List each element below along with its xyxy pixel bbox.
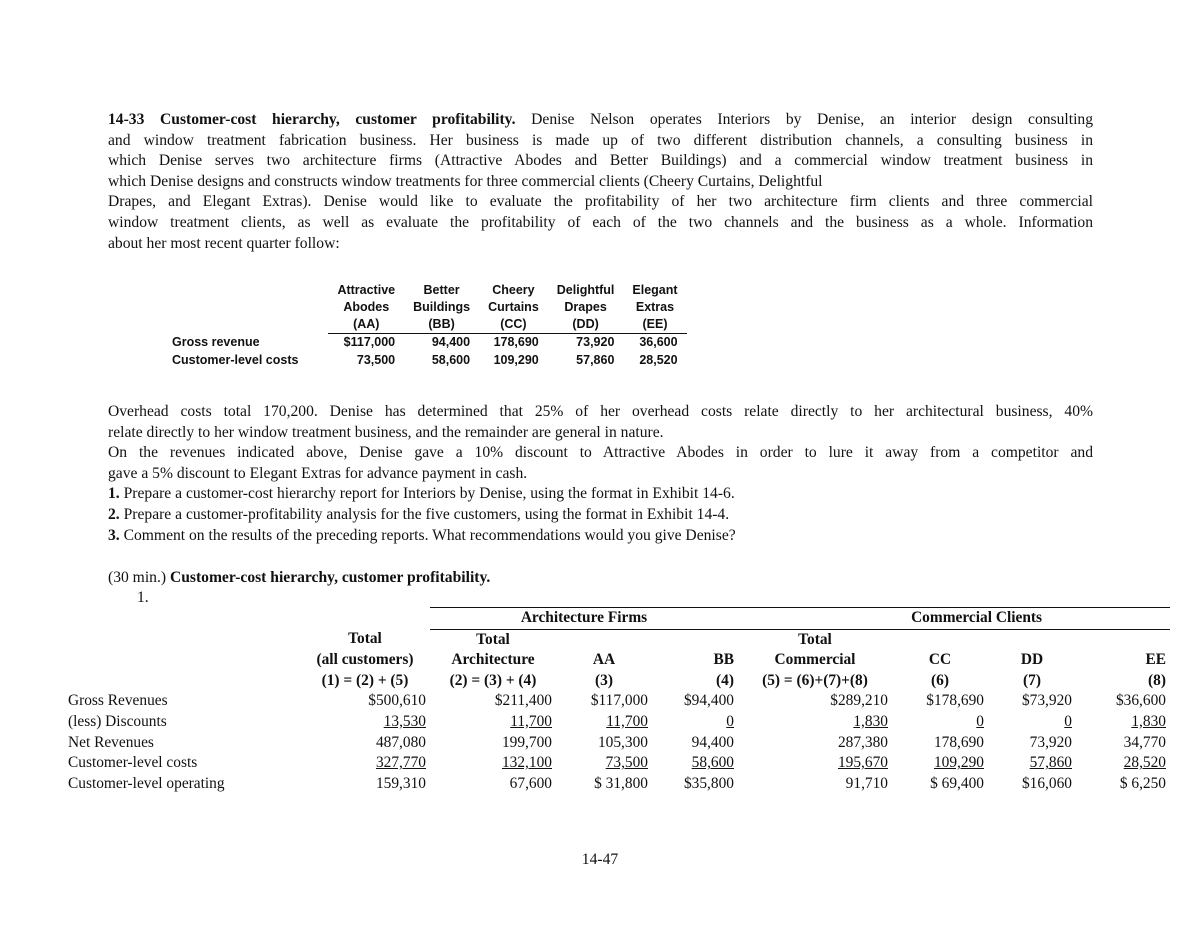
customer-cost-hierarchy-table: [64, 607, 1170, 794]
group-header-row: [64, 608, 1170, 630]
problem-paragraph: [108, 110, 1093, 254]
answer-row: [64, 691, 1170, 712]
answer-cell-value: 0: [726, 712, 734, 730]
input-header-row-3: [168, 316, 687, 334]
answer-cell: [556, 691, 652, 712]
answer-cell: [652, 753, 738, 774]
answer-cell: [1076, 691, 1170, 712]
col-header: DD: [1020, 651, 1044, 669]
answer-cell: [1076, 733, 1170, 754]
answer-row-label: Gross Revenues: [68, 692, 168, 710]
input-header-ee-2: Extras: [635, 300, 675, 314]
input-header-row-2: [168, 299, 687, 316]
answer-cell: [556, 712, 652, 733]
answer-cell-value: 105,300: [597, 733, 648, 751]
answer-cell-value: $117,000: [590, 692, 648, 710]
input-header-bb: Better: [423, 283, 460, 297]
answer-cell-value: 13,530: [383, 712, 426, 730]
input-header-bb-2: Buildings: [413, 300, 471, 314]
answer-cell: [892, 774, 988, 795]
input-data-table: [168, 282, 687, 369]
input-cell: 36,600: [639, 335, 678, 349]
answer-row-label: Customer-level costs: [68, 754, 198, 772]
answer-cell: [988, 712, 1076, 733]
col-header: (5) = (6)+(7)+(8): [762, 671, 868, 689]
col-header-row-1: [64, 629, 1170, 650]
input-cell: 73,500: [356, 352, 396, 367]
answer-row-label: (less) Discounts: [68, 712, 167, 730]
group-architecture-firms: Architecture Firms: [430, 608, 738, 630]
answer-cell: [1076, 712, 1170, 733]
overhead-line-4: gave a 5% discount to Elegant Extras for advance payment in cash.: [108, 464, 528, 482]
answer-cell: [738, 691, 892, 712]
answer-cell: [430, 691, 556, 712]
answer-cell: [738, 712, 892, 733]
requirement-2: [108, 505, 1093, 526]
answer-cell-value: 0: [1064, 712, 1072, 730]
overhead-line-1: Overhead costs total 170,200. Denise has determined that 25% of her overhead costs relate directly to her architectural business, 40%: [108, 403, 1093, 420]
requirement-text: Comment on the results of the preceding reports. What recommendations would you give Denise?: [123, 526, 736, 544]
answer-cell: [430, 733, 556, 754]
answer-cell: [1076, 753, 1170, 774]
col-header: (7): [1023, 671, 1041, 689]
answer-cell-value: $211,400: [494, 692, 552, 710]
answer-cell-value: $ 69,400: [930, 774, 984, 792]
input-header-cc-3: (CC): [479, 316, 548, 334]
input-header-ee: Elegant: [632, 283, 678, 297]
col-header: [1076, 629, 1170, 650]
answer-cell: [988, 774, 1076, 795]
input-header-aa-2: Abodes: [343, 300, 390, 314]
col-header-row-2: [64, 650, 1170, 671]
col-header: AA: [592, 651, 616, 669]
col-header: (3): [595, 671, 613, 689]
answer-cell: [300, 774, 430, 795]
overhead-line-2: relate directly to her window treatment business, and the remainder are general in nature.: [108, 423, 664, 441]
col-header: [892, 629, 988, 650]
col-header: (4): [716, 671, 734, 689]
answer-cell-value: $73,920: [1021, 692, 1072, 710]
input-row-label: Customer-level costs: [172, 352, 299, 367]
answer-cell-value: 11,700: [606, 712, 648, 730]
col-header: [652, 629, 738, 650]
answer-cell-value: 1,830: [853, 712, 888, 730]
answer-cell-value: 73,920: [1029, 733, 1072, 751]
col-header: BB: [713, 651, 734, 669]
answer-cell-value: 327,770: [375, 754, 426, 772]
answer-cell-value: 0: [976, 712, 984, 730]
input-header-ee-3: (EE): [623, 316, 686, 334]
requirement-num: 1.: [108, 485, 120, 503]
col-header: Total: [798, 630, 832, 648]
answer-cell-value: $ 31,800: [594, 774, 648, 792]
problem-line-5: Drapes, and Elegant Extras). Denise would like to evaluate the profitability of her two architecture firm clients and three commercial: [108, 193, 1093, 211]
answer-row: [64, 712, 1170, 733]
answer-cell: [300, 712, 430, 733]
answer-cell: [738, 733, 892, 754]
answer-cell-value: 11,700: [510, 712, 552, 730]
solution-title: Customer-cost hierarchy, customer profitability.: [169, 569, 491, 586]
input-header-bb-3: (BB): [404, 316, 479, 334]
input-cell: 57,860: [576, 352, 615, 367]
col-header: Total: [348, 630, 382, 648]
answer-row: [64, 733, 1170, 754]
col-header: Total: [476, 630, 510, 648]
answer-cell-value: 58,600: [691, 754, 734, 772]
solution-part: 1.: [137, 589, 149, 606]
answer-cell: [300, 753, 430, 774]
answer-cell-value: $94,400: [683, 692, 734, 710]
col-header: Commercial: [774, 651, 856, 669]
answer-cell: [738, 774, 892, 795]
answer-cell: [988, 753, 1076, 774]
answer-cell: [556, 774, 652, 795]
input-header-dd-2: Drapes: [564, 300, 607, 314]
input-cell: 58,600: [431, 352, 471, 367]
input-row-customer-costs: [168, 352, 687, 370]
problem-line-7: about her most recent quarter follow:: [108, 234, 340, 252]
requirement-text: Prepare a customer-profitability analysis for the five customers, using the format in Exhibit 14-4.: [123, 505, 730, 523]
answer-cell-value: 487,080: [375, 733, 426, 751]
input-cell: $117,000: [343, 335, 396, 349]
answer-cell: [652, 774, 738, 795]
answer-cell-value: 91,710: [845, 774, 888, 792]
input-header-aa: Attractive: [337, 283, 396, 297]
input-cell: 73,920: [576, 335, 615, 349]
input-row-label: Gross revenue: [172, 334, 260, 349]
answer-cell-value: $178,690: [926, 692, 984, 710]
input-header-row-1: [168, 282, 687, 299]
problem-text: Denise Nelson operates Interiors by Denise, an interior design consulting: [531, 111, 1094, 128]
answer-cell-value: 195,670: [837, 754, 888, 772]
input-cell: 109,290: [493, 352, 539, 367]
answer-cell: [300, 691, 430, 712]
answer-table-body: [64, 691, 1170, 794]
requirement-1: [108, 484, 1093, 505]
answer-row: [64, 753, 1170, 774]
answer-cell: [738, 753, 892, 774]
answer-cell: [556, 753, 652, 774]
input-cell: 94,400: [431, 335, 471, 349]
answer-cell-value: 1,830: [1131, 712, 1166, 730]
input-cell: 178,690: [493, 335, 539, 349]
col-header: (8): [1148, 671, 1166, 689]
problem-line-2: and window treatment fabrication business. Her business is made up of two different distribution channels, a consulting business in: [108, 131, 1093, 149]
answer-row-label: Net Revenues: [68, 733, 154, 751]
solution-heading: [108, 568, 490, 589]
col-header-row-3: [64, 671, 1170, 692]
answer-cell: [988, 733, 1076, 754]
answer-cell: [652, 733, 738, 754]
group-commercial-clients: Commercial Clients: [738, 608, 1170, 630]
answer-cell-value: 67,600: [509, 774, 552, 792]
problem-number: 14-33: [108, 111, 145, 128]
answer-cell-value: 178,690: [933, 733, 984, 751]
answer-cell-value: $16,060: [1021, 774, 1072, 792]
answer-cell: [988, 691, 1076, 712]
requirement-text: Prepare a customer-cost hierarchy report for Interiors by Denise, using the format in Exhibit 14-6.: [123, 485, 735, 503]
answer-cell: [430, 712, 556, 733]
input-header-cc-2: Curtains: [488, 300, 539, 314]
input-header-cc: Cheery: [492, 283, 535, 297]
input-cell: 28,520: [639, 352, 678, 367]
answer-cell-value: 28,520: [1123, 754, 1166, 772]
answer-cell: [892, 691, 988, 712]
answer-cell-value: $ 6,250: [1119, 774, 1166, 792]
col-header: EE: [1145, 651, 1166, 669]
overhead-paragraph: [108, 402, 1093, 546]
col-header: (all customers): [316, 651, 414, 669]
answer-cell-value: 199,700: [501, 733, 552, 751]
problem-line-3: which Denise serves two architecture firms (Attractive Abodes and Better Buildings) and a commercial window treatment business in: [108, 152, 1093, 170]
requirement-num: 2.: [108, 505, 120, 523]
input-header-aa-3: (AA): [328, 316, 404, 334]
answer-cell-value: $500,610: [368, 692, 426, 710]
answer-cell: [892, 712, 988, 733]
answer-cell: [430, 774, 556, 795]
answer-cell: [556, 733, 652, 754]
input-header-dd-3: (DD): [548, 316, 624, 334]
col-header: Architecture: [451, 651, 535, 669]
answer-cell: [1076, 774, 1170, 795]
problem-line-6: window treatment clients, as well as evaluate the profitability of each of the two channels and the business as a whole. Information: [108, 213, 1093, 231]
answer-cell: [430, 753, 556, 774]
answer-cell-value: 109,290: [933, 754, 984, 772]
answer-cell: [652, 712, 738, 733]
answer-cell: [652, 691, 738, 712]
col-header: [988, 629, 1076, 650]
input-row-gross-revenue: [168, 334, 687, 352]
answer-cell: [300, 733, 430, 754]
answer-cell-value: 287,380: [837, 733, 888, 751]
col-header: (1) = (2) + (5): [321, 671, 409, 689]
answer-cell: [892, 753, 988, 774]
answer-cell-value: 94,400: [691, 733, 734, 751]
overhead-line-3: On the revenues indicated above, Denise gave a 10% discount to Attractive Abodes in order to lure it away from a competitor and: [108, 444, 1093, 462]
answer-cell-value: 73,500: [605, 754, 648, 772]
requirement-num: 3.: [108, 526, 120, 544]
problem-title: Customer-cost hierarchy, customer profitability.: [160, 111, 516, 128]
answer-cell: [892, 733, 988, 754]
answer-cell-value: $289,210: [830, 692, 888, 710]
col-header: (6): [931, 671, 949, 689]
answer-row-label: Customer-level operating: [68, 774, 225, 792]
answer-cell-value: 57,860: [1029, 754, 1072, 772]
problem-line-4: which Denise designs and constructs window treatments for three commercial clients (Cheery Curtains, Delightful: [108, 172, 823, 190]
answer-cell-value: 34,770: [1123, 733, 1166, 751]
solution-time: (30 min.): [108, 569, 167, 586]
col-header: CC: [928, 651, 952, 669]
answer-cell-value: 159,310: [375, 774, 426, 792]
answer-cell-value: $36,600: [1115, 692, 1166, 710]
col-header: [556, 629, 652, 650]
page-number: 14-47: [581, 851, 619, 868]
answer-cell-value: $35,800: [683, 774, 734, 792]
problem-line-1: [108, 110, 1093, 131]
answer-row: [64, 774, 1170, 795]
input-header-dd: Delightful: [556, 283, 615, 297]
answer-cell-value: 132,100: [501, 754, 552, 772]
col-header: (2) = (3) + (4): [449, 671, 537, 689]
requirement-3: [108, 526, 1093, 547]
